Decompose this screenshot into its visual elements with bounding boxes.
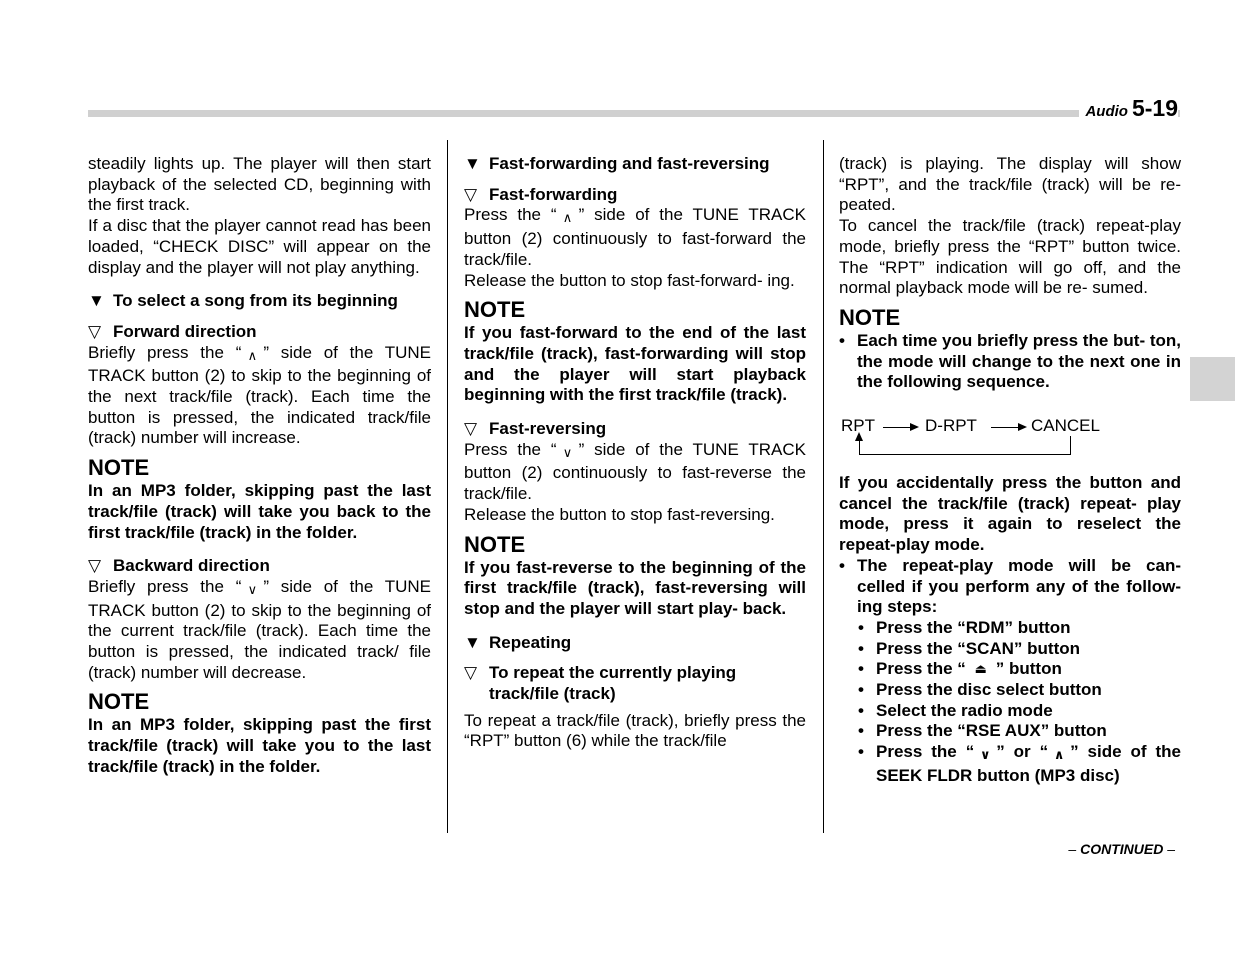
subheading: ▽ Backward direction xyxy=(88,556,270,576)
note-bullet: • The repeat-play mode will be can- celled if you perform any of the follow- ing steps: xyxy=(839,555,1181,617)
subheading: ▽ Forward direction xyxy=(88,321,257,341)
note-title: NOTE xyxy=(839,304,901,330)
paragraph: If a disc that the player cannot read has been loaded, “CHECK DISC” will appear on the display and the player will not play anything. xyxy=(88,216,431,277)
chapter-tab xyxy=(1190,357,1235,401)
note-bullet: • Each time you briefly press the but- ton, the mode will change to the next one in the following sequence. xyxy=(839,330,1181,392)
mode-sequence-diagram xyxy=(839,406,1181,460)
heading: ▼ Fast-forwarding and fast-reversing xyxy=(464,154,770,173)
header-bar xyxy=(88,110,1180,117)
hollow-triangle-icon: ▽ xyxy=(464,663,478,683)
note-text: If you fast-forward to the end of the last track/file (track), fast-forwarding will stop and the player will start playback beginning with the first track/file (track). xyxy=(464,323,806,405)
column-2 xyxy=(464,154,806,752)
subheading: ▽ Fast-reversing xyxy=(464,419,607,439)
filled-triangle-icon: ▼ xyxy=(88,291,105,311)
list-item: • Press the “ ⏏ ” button xyxy=(858,659,1062,679)
note-text: In an MP3 folder, skipping past the first track/file (track) will take you to the last track/file (track) in the folder. xyxy=(88,715,431,776)
arrow-right-icon xyxy=(883,427,917,428)
column-1 xyxy=(88,154,431,778)
hollow-triangle-icon: ▽ xyxy=(464,184,478,204)
page-header xyxy=(1079,95,1178,122)
loop-back-line xyxy=(859,436,1071,455)
eject-icon: ⏏ xyxy=(974,661,987,677)
bullet-dot: • xyxy=(839,555,845,575)
list-item: • Press the “SCAN” button xyxy=(858,638,1081,658)
note-text: In an MP3 folder, skipping past the last track/file (track) will take you back to the first track/file (track) in the folder. xyxy=(88,481,431,542)
note-text: If you accidentally press the button and cancel the track/file (track) repeat- play mode, press it again to reselect the repeat-play mode. xyxy=(839,473,1181,555)
paragraph: Press the “ ∧ ” side of the TUNE TRACK button (2) continuously to fast-forward the track/file. xyxy=(464,205,806,269)
note-title: NOTE xyxy=(464,531,526,557)
paragraph: steadily lights up. The player will then start playback of the selected CD, beginning with the first track. xyxy=(88,154,431,215)
note-title: NOTE xyxy=(88,455,150,481)
hollow-triangle-icon: ▽ xyxy=(88,321,102,341)
list-item: • Press the “RDM” button xyxy=(858,617,1071,637)
filled-triangle-icon: ▼ xyxy=(464,154,481,173)
paragraph: Press the “ ∨ ” side of the TUNE TRACK button (2) continuously to fast-reverse the track/file. xyxy=(464,439,806,504)
heading: ▼ To select a song from its beginning xyxy=(88,291,398,311)
list-item: • Press the “RSE AUX” button xyxy=(858,721,1107,741)
section-title: Audio xyxy=(1085,103,1128,120)
hollow-triangle-icon: ▽ xyxy=(464,419,478,439)
subheading: ▽ Fast-forwarding xyxy=(464,184,618,204)
note-text: If you fast-reverse to the beginning of the first track/file (track), fast-reversing will stop and the player will start play- back. xyxy=(464,557,806,618)
paragraph: Release the button to stop fast-reversing. xyxy=(464,504,775,524)
column-divider xyxy=(447,140,448,833)
step-list xyxy=(858,618,1181,787)
list-item: • Press the “ ∨ ” or “ ∧ ” side of the SEEK FLDR button (MP3 disc) xyxy=(858,742,1182,785)
bullet-dot: • xyxy=(839,330,845,350)
hollow-triangle-icon: ▽ xyxy=(88,556,102,576)
page-number: 5-19 xyxy=(1131,95,1178,121)
heading: ▼ Repeating xyxy=(464,632,572,652)
column-divider xyxy=(823,140,824,833)
chevron-down-icon: ∨ xyxy=(979,747,991,763)
list-item: • Press the disc select button xyxy=(858,680,1102,700)
chevron-down-icon: ∨ xyxy=(247,581,258,597)
paragraph: (track) is playing. The display will show “RPT”, and the track/file (track) will be re- peated. xyxy=(839,154,1181,215)
seq-d-rpt: D-RPT xyxy=(925,416,977,436)
continued-label: – CONTINUED – xyxy=(1068,841,1175,857)
chevron-up-icon: ∧ xyxy=(562,210,573,226)
chevron-up-icon: ∧ xyxy=(1053,747,1065,763)
subheading: ▽ To repeat the currently playing track/file (track) xyxy=(464,663,737,704)
column-3 xyxy=(839,154,1181,787)
note-title: NOTE xyxy=(464,297,526,323)
paragraph: To cancel the track/file (track) repeat-play mode, briefly press the “RPT” button twice. The “RPT” indication will go off, and the normal playback mode will be re- sumed. xyxy=(839,216,1181,298)
paragraph: Briefly press the “ ∨ ” side of the TUNE TRACK button (2) to skip to the beginning of the current track/file (track). Each time the button is pressed, the indicated track/ file (track) number will decrease. xyxy=(88,576,431,682)
paragraph: Release the button to stop fast-forward- ing. xyxy=(464,270,795,290)
paragraph: To repeat a track/file (track), briefly press the “RPT” button (6) while the track/file xyxy=(464,710,806,751)
list-item: • Select the radio mode xyxy=(858,700,1053,720)
chevron-down-icon: ∨ xyxy=(562,444,573,460)
seq-cancel: CANCEL xyxy=(1031,416,1100,436)
note-title: NOTE xyxy=(88,689,150,715)
paragraph: Briefly press the “ ∧ ” side of the TUNE TRACK button (2) to skip to the beginning of the next track/file (track). Each time the button is pressed, the indicated track/file (track) number will increase. xyxy=(88,342,431,448)
arrow-right-icon xyxy=(991,427,1025,428)
seq-rpt: RPT xyxy=(841,416,875,436)
chevron-up-icon: ∧ xyxy=(247,347,258,363)
filled-triangle-icon: ▼ xyxy=(464,632,481,652)
arrow-up-icon xyxy=(855,432,863,441)
